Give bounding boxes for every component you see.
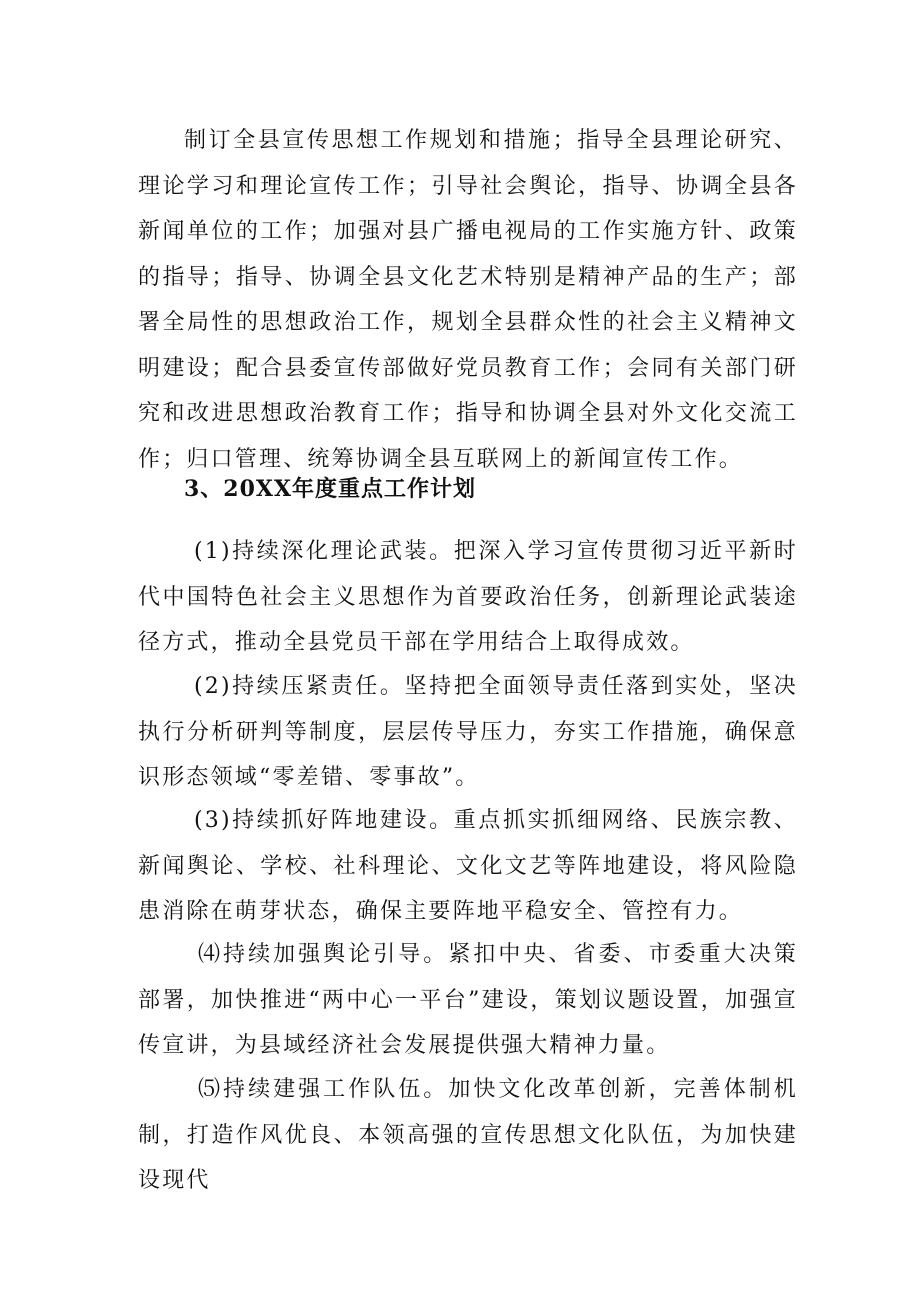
plan-item-4: ⑷持续加强舆论引导。紧扣中央、省委、市委重大决策部署，加快推进“两中心一平台”建设，策划议题设置，加强宣传宣讲，为县域经济社会发展提供强大精神力量。 [138,942,798,1058]
section-heading: 3、20XX年度重点工作计划 [184,476,477,502]
intro-paragraph: 制订全县宣传思想工作规划和措施；指导全县理论研究、理论学习和理论宣传工作；引导社会舆论，指导、协调全县各新闻单位的工作；加强对县广播电视局的工作实施方针、政策的指导；指导、协调全县文化艺术特别是精神产品的生产；部署全局性的思想政治工作，规划全县群众性的社会主义精神文明建设；配合县委宣传部做好党员教育工作；会同有关部门研究和改进思想政治教育工作；指导和协调全县对外文化交流工作；归口管理、统筹协调全县互联网上的新闻宣传工作。 [138,128,798,472]
plan-item-2: (2)持续压紧责任。坚持把全面领导责任落到实处，坚决执行分析研判等制度，层层传导压力，夯实工作措施，确保意识形态领域“零差错、零事故”。 [138,674,798,790]
plan-item-5: ⑸持续建强工作队伍。加快文化改革创新，完善体制机制，打造作风优良、本领高强的宣传思想文化队伍，为加快建设现代 [138,1077,798,1193]
plan-item-3: (3)持续抓好阵地建设。重点抓实抓细网络、民族宗教、新闻舆论、学校、社科理论、文化文艺等阵地建设，将风险隐患消除在萌芽状态，确保主要阵地平稳安全、管控有力。 [138,808,798,924]
plan-item-1: (1)持续深化理论武装。把深入学习宣传贯彻习近平新时代中国特色社会主义思想作为首要政治任务，创新理论武装途径方式，推动全县党员干部在学用结合上取得成效。 [138,539,798,655]
